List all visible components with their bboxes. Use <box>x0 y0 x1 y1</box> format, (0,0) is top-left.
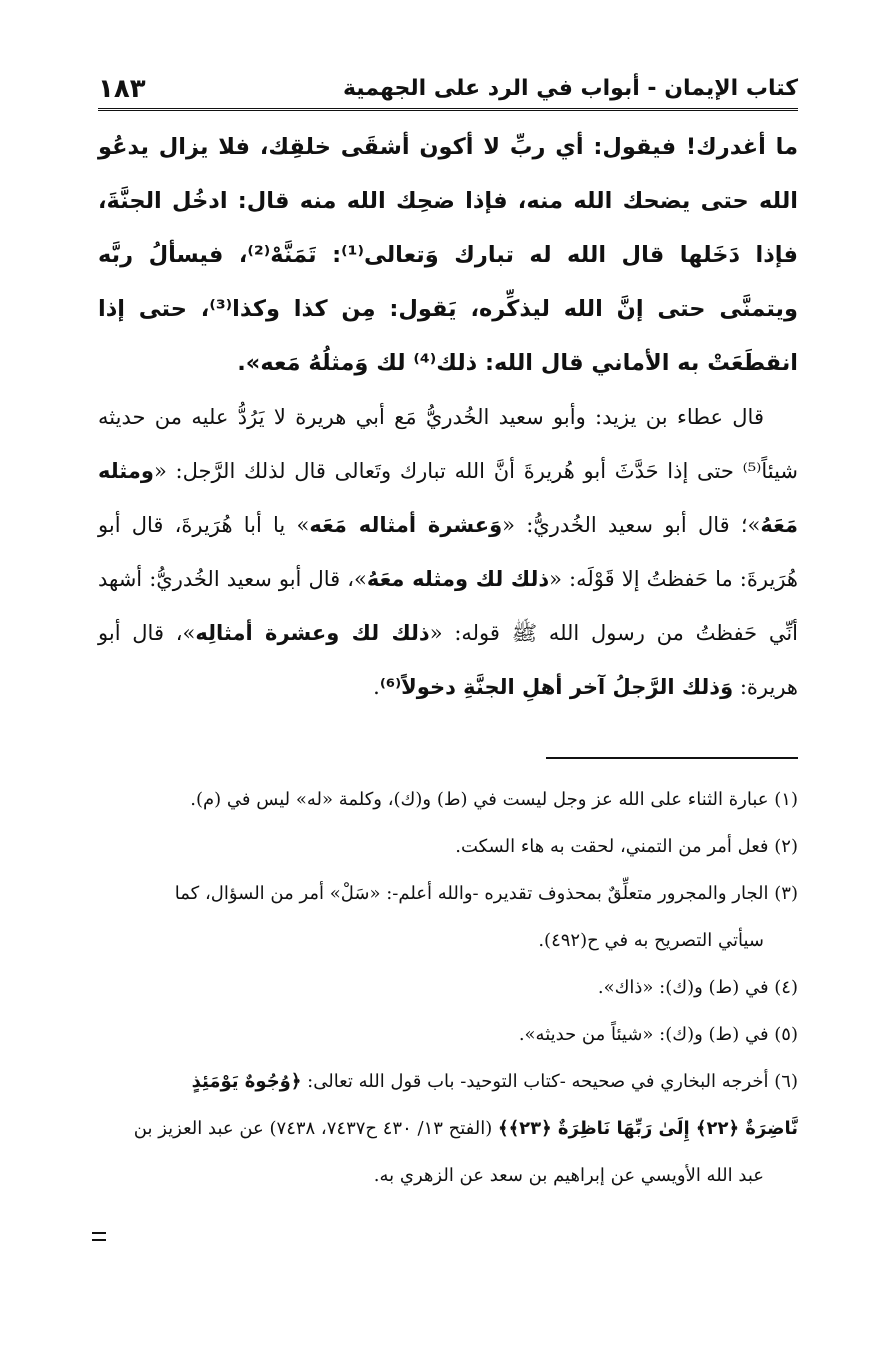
narration-quote: ومثله مَعَهُ <box>98 459 798 537</box>
running-title: كتاب الإيمان - أبواب في الرد على الجهمية <box>342 76 798 101</box>
footnote-3: (٣) الجار والمجرور متعلِّقٌ بمحذوف تقديره -والله أعلم-: «سَلْ» أمر من السؤال، كما <box>174 883 798 904</box>
narration-text: »، قال أبو هريرة: <box>98 621 798 699</box>
end-mark <box>92 1232 106 1241</box>
quran-verse-continued: نَّاضِرَةٌ ﴿٢٢﴾ إِلَىٰ رَبِّهَا نَاظِرَةٌ ﴿٢٣﴾﴾ <box>498 1118 798 1139</box>
footnote-6-continuation: عبد الله الأويسي عن إبراهيم بن سعد عن الزهري به. <box>373 1165 764 1186</box>
footnotes <box>98 776 798 1199</box>
narration-text: . <box>373 675 380 699</box>
main-text <box>98 120 798 714</box>
footnote-6-reference: (الفتح ١٣/ ٤٣٠ ح٧٤٣٧، ٧٤٣٨) عن عبد العزيز بن <box>133 1118 499 1139</box>
footnote-3-continuation: سيأتي التصريح به في ح(٤٩٢). <box>538 930 764 951</box>
narration-text: »؛ قال أبو سعيد الخُدريُّ: « <box>502 513 761 537</box>
narration-quote: ذلك لك ومثله معَهُ <box>366 567 550 591</box>
narration-paragraph <box>98 390 798 714</box>
footnote-5: (٥) في (ط) و(ك): «شيئاً من حديثه». <box>518 1024 798 1045</box>
footnote-4: (٤) في (ط) و(ك): «ذاك». <box>597 977 798 998</box>
footnote-divider <box>546 757 798 759</box>
page-header <box>98 64 798 111</box>
footnote-2: (٢) فعل أمر من التمني، لحقت به هاء السكت. <box>455 836 798 857</box>
footnote-6-lead: (٦) أخرجه البخاري في صحيحه -كتاب التوحيد- باب قول الله تعالى: <box>301 1071 798 1092</box>
footnote-6 <box>98 1058 798 1105</box>
narration-text: »، قال أبو سعيد الخُدريُّ: أشهد أنِّي حَفظتُ من رسول الله ﷺ قوله: « <box>98 567 799 645</box>
narration-quote: وَذلك الرَّجلُ آخر أهلِ الجنَّةِ دخولاً⁽⁶⁾ <box>379 675 734 699</box>
narration-text: قال عطاء بن يزيد: وأبو سعيد الخُدريُّ مَع أبي هريرة لا يَرُدُّ عليه من حديثه شيئاً⁽⁵⁾ حتى إذا حَدَّثَ أبو هُريرةَ أنَّ الله تبارك وتَعالى قال لذلك الرَّجل: « <box>98 405 798 483</box>
narration-text: » يا أبا هُرَيرةَ، قال أبو هُرَيرةَ: ما حَفظتُ إلا قَوْلَه: « <box>98 513 798 591</box>
narration-quote: وَعشرة أمثاله مَعَه <box>309 513 503 537</box>
quran-verse: ﴿وُجُوهٌ يَوْمَئِذٍ <box>191 1071 302 1092</box>
page-number: ١٨٣ <box>98 74 146 104</box>
footnote-1: (١) عبارة الثناء على الله عز وجل ليست في (ط) و(ك)، وكلمة «له» ليس في (م). <box>190 789 798 810</box>
narration-quote: ذلك لك وعشرة أمثالِه <box>195 621 430 645</box>
hadith-paragraph: ما أغدرك! فيقول: أي ربِّ لا أكون أشقَى خلقِك، فلا يزال يدعُو الله حتى يضحك الله منه، فإذا ضحِك الله منه قال: ادخُل الجنَّةَ، فإذا دَخَلها قال الله له تبارك وَتعالى⁽¹⁾: تَمَنَّهْ⁽²⁾، فيسألُ ربَّه ويتمنَّى حتى إنَّ الله ليذكِّره، يَقول: مِن كذا وكذا⁽³⁾، حتى إذا انقطَعَتْ به الأماني قال الله: ذلك⁽⁴⁾ لك وَمثلُهُ مَعه». <box>98 134 798 376</box>
footnote-6-line-2 <box>98 1105 798 1152</box>
